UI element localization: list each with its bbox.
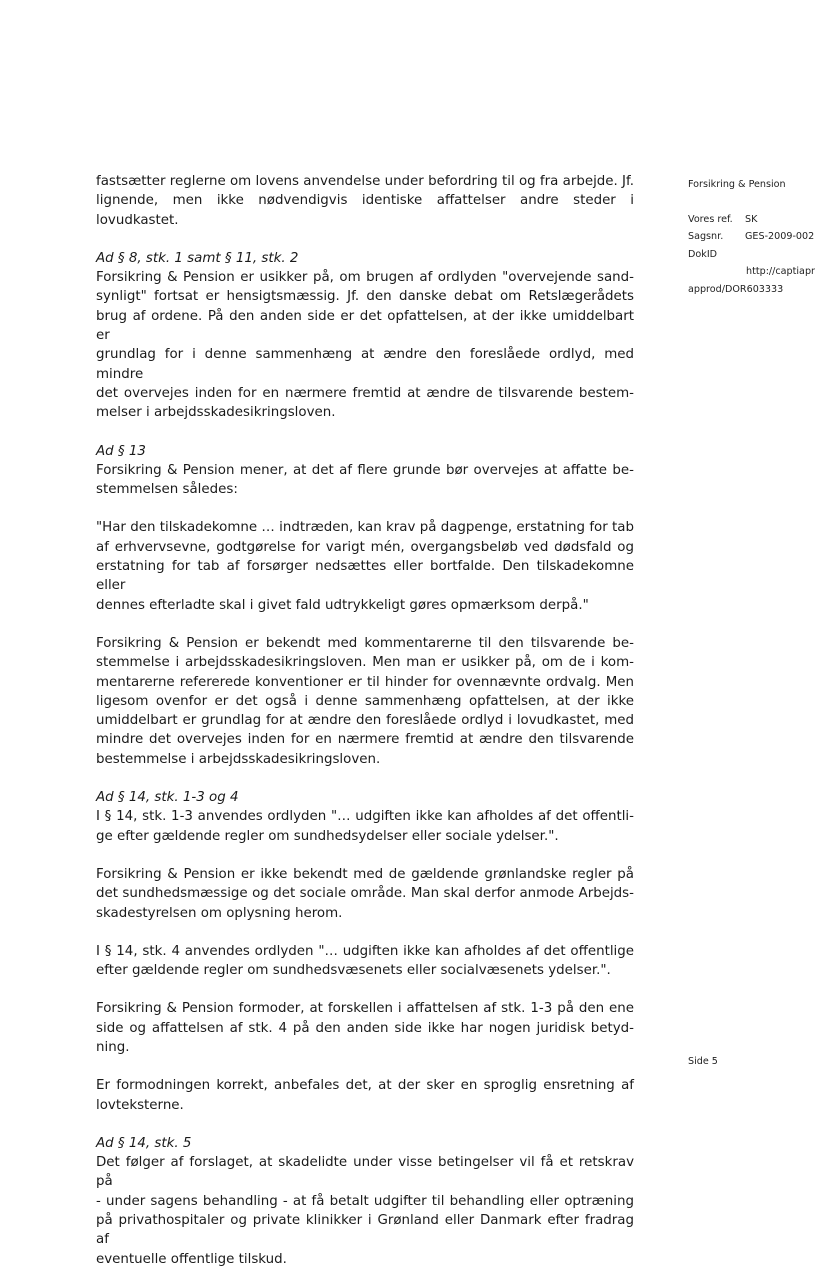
section-heading: Ad § 14, stk. 5	[96, 1135, 192, 1151]
text-line: ning.	[96, 1039, 130, 1055]
text-line: stemmelse i arbejdsskadesikringsloven. Men man er usikker på, om de i kom-	[96, 655, 634, 671]
text-line: på privathospitaler og private klinikker i Grønland eller Danmark efter fradrag af	[96, 1213, 634, 1248]
text-line: side og affattelsen af stk. 4 på den anden side ikke har nogen juridisk betyd-	[96, 1020, 634, 1036]
text-line: umiddelbart er grundlag for at ændre den foreslåede ordlyd i lovudkastet, med	[96, 713, 634, 729]
text-line: Forsikring & Pension er bekendt med kommentarerne til den tilsvarende be-	[96, 635, 634, 651]
case-number-row	[688, 228, 827, 246]
text-line: melser i arbejdsskadesikringsloven.	[96, 405, 336, 421]
text-line: Er formodningen korrekt, anbefales det, at der sker en sproglig ensretning af	[96, 1078, 634, 1094]
text-line: - under sagens behandling - at få betalt udgifter til behandling eller optræning	[96, 1193, 634, 1209]
document-body	[96, 172, 634, 1288]
text-line: lovteksterne.	[96, 1097, 184, 1113]
text-line: erstatning for tab af forsørger nedsættes eller bortfalde. Den tilskadekomne eller	[96, 559, 634, 594]
text-line: bestemmelse i arbejdsskadesikringsloven.	[96, 751, 381, 767]
text-line: ge efter gældende regler om sundhedsydelser eller sociale ydelser.".	[96, 828, 559, 844]
text-line: fastsætter reglerne om lovens anvendelse under befordring til og fra arbejde. Jf.	[96, 174, 634, 189]
text-line: skadestyrelsen om oplysning herom.	[96, 905, 343, 921]
text-line: Forsikring & Pension mener, at det af flere grunde bør overvejes at affatte be-	[96, 462, 634, 478]
paragraph	[96, 999, 634, 1057]
section-14	[96, 788, 634, 846]
text-line: dennes efterladte skal i givet fald udtrykkeligt gøres opmærksom derpå."	[96, 597, 589, 613]
text-line: af erhvervsevne, godtgørelse for varigt mén, overgangsbeløb ved dødsfald og	[96, 539, 634, 555]
quoted-proposal	[96, 518, 634, 614]
case-number-label: Sagsnr.	[688, 231, 724, 242]
paragraph-intro	[96, 172, 634, 230]
section-14-5	[96, 1134, 634, 1269]
text-line: efter gældende regler om sundhedsvæsenets eller socialvæsenets ydelser.".	[96, 963, 611, 979]
sidebar-metadata	[688, 176, 827, 298]
text-line: ligesom ovenfor er det også i denne sammenhæng opfattelsen, at der ikke	[96, 693, 634, 709]
text-line: Det følger af forslaget, at skadelidte under visse betingelser vil få et retskrav på	[96, 1155, 634, 1190]
paragraph	[96, 634, 634, 769]
section-8	[96, 249, 634, 423]
text-line: lignende, men ikke nødvendigvis identiske affattelser andre steder i lovudkastet.	[96, 193, 634, 228]
document-url-continued: approd/DOR603333	[688, 283, 784, 295]
paragraph	[96, 1076, 634, 1115]
text-line: brug af ordene. På den anden side er det opfattelsen, at der ikke umiddelbart er	[96, 308, 634, 344]
reference-row	[688, 211, 827, 229]
reference-label: Vores ref.	[688, 213, 733, 225]
document-url: http://captiapr	[746, 266, 815, 277]
document-id-label: DokID	[688, 248, 718, 260]
text-line: det sundhedsmæssige og det sociale område. Man skal derfor anmode Arbejds-	[96, 886, 634, 902]
text-line: I § 14, stk. 4 anvendes ordlyden "… udgiften ikke kan afholdes af det offentlige	[96, 943, 634, 959]
section-heading: Ad § 8, stk. 1 samt § 11, stk. 2	[96, 250, 299, 266]
page-number: Side 5	[688, 1056, 718, 1067]
document-id-row	[688, 246, 827, 264]
text-line: stemmelsen således:	[96, 482, 238, 498]
text-line: grundlag for i denne sammenhæng at ændre den foreslåede ordlyd, med mindre	[96, 347, 634, 382]
text-line: synligt" fortsat er hensigtsmæssig. Jf. den danske debat om Retslægerådets	[96, 289, 634, 305]
text-line: mindre det overvejes inden for en nærmere fremtid at ændre den tilsvarende	[96, 732, 634, 748]
paragraph	[96, 865, 634, 923]
section-13	[96, 442, 634, 500]
text-line: I § 14, stk. 1-3 anvendes ordlyden "… udgiften ikke kan afholdes af det offentli-	[96, 809, 634, 825]
sender-company: Forsikring & Pension	[688, 179, 786, 190]
section-heading: Ad § 13	[96, 443, 146, 459]
text-line: "Har den tilskadekomne … indtræden, kan krav på dagpenge, erstatning for tab	[96, 520, 634, 536]
paragraph	[96, 942, 634, 981]
text-line: mentarerne refererede konventioner er til hinder for ovennævnte ordvalg. Men	[96, 674, 634, 690]
text-line: Forsikring & Pension formoder, at forskellen i affattelsen af stk. 1-3 på den ene	[96, 1001, 634, 1017]
reference-value: SK	[745, 213, 758, 225]
text-line: eventuelle offentlige tilskud.	[96, 1251, 287, 1267]
text-line: Forsikring & Pension er ikke bekendt med de gældende grønlandske regler på	[96, 866, 634, 882]
text-line: det overvejes inden for en nærmere fremtid at ændre de tilsvarende bestem-	[96, 385, 634, 401]
case-number-value: GES-2009-002	[745, 231, 815, 242]
section-heading: Ad § 14, stk. 1-3 og 4	[96, 790, 239, 806]
text-line: Forsikring & Pension er usikker på, om brugen af ordlyden "overvejende sand-	[96, 270, 634, 286]
